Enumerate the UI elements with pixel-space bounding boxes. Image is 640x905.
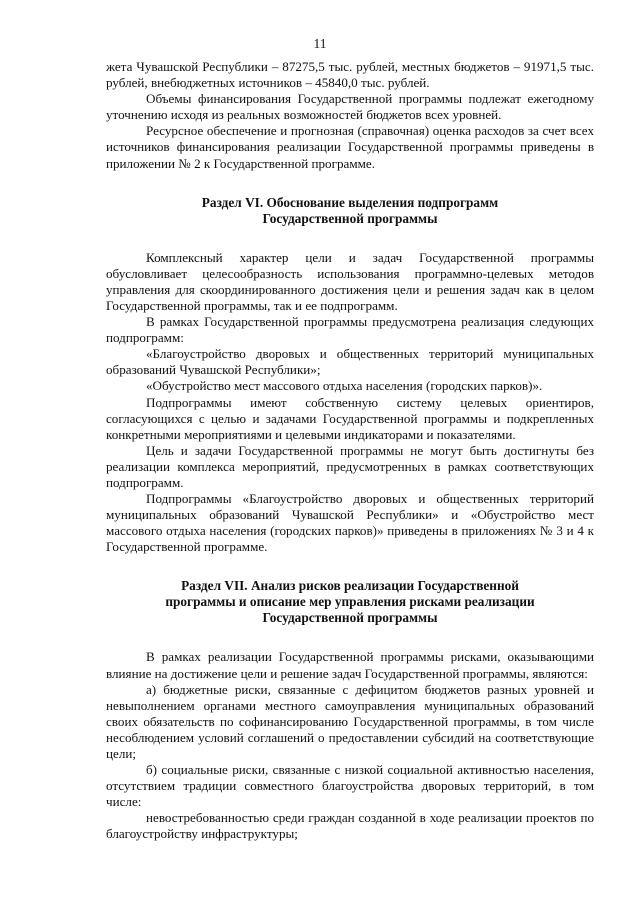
paragraph: Подпрограммы имеют собственную систему целевых ориентиров, согласующихся с целью и задачами Государственной программы и подкрепленных конкретными мероприятиями и целевыми индикаторами и показателями. — [106, 394, 594, 442]
heading-line: программы и описание мер управления рисками реализации — [165, 594, 535, 610]
page-content — [106, 59, 594, 843]
heading-line: Раздел VI. Обоснование выделения подпрограмм — [201, 194, 499, 210]
paragraph: б) социальные риски, связанные с низкой социальной активностью населения, отсутствием традиции совместного благоустройства дворовых территорий, в том числе: — [106, 762, 594, 810]
paragraph: а) бюджетные риски, связанные с дефицитом бюджетов разных уровней и невыполнением органами местного самоуправления муниципальных образований своих обязательств по софинансированию Государственной программы, в том числе несоблюдением условий соглашений о предоставлении субсидий на соответствующие цели; — [106, 681, 594, 761]
page-number: 11 — [313, 36, 327, 51]
paragraph: Подпрограммы «Благоустройство дворовых и общественных территорий муниципальных образований Чувашской Республики» и «Обустройство мест массового отдыха населения (городских парков)» приведены в приложениях № 3 и 4 к Государственной программе. — [106, 491, 594, 555]
heading-line: Государственной программы — [262, 610, 438, 626]
paragraph: В рамках Государственной программы предусмотрена реализация следующих подпрограмм: — [106, 314, 594, 346]
heading-line: Государственной программы — [262, 210, 438, 226]
paragraph: Комплексный характер цели и задач Государственной программы обусловливает целесообразность использования программно-целевых методов управления для скоординированного достижения цели и решения задач как в целом Государственной программы, так и ее подпрограмм. — [106, 249, 594, 313]
paragraph: невостребованностью среди граждан созданной в ходе реализации проектов по благоустройству инфраструктуры; — [106, 810, 594, 842]
paragraph: Цель и задачи Государственной программы не могут быть достигнуты без реализации комплекса мероприятий, предусмотренных в рамках соответствующих подпрограмм. — [106, 442, 594, 490]
paragraph: В рамках реализации Государственной программы рисками, оказывающими влияние на достижение цели и решение задач Государственной программы, являются: — [106, 649, 594, 681]
paragraph: Объемы финансирования Государственной программы подлежат ежегодному уточнению исходя из реальных возможностей бюджетов всех уровней. — [106, 91, 594, 123]
paragraph: «Обустройство мест массового отдыха населения (городских парков)». — [146, 378, 543, 394]
paragraph: «Благоустройство дворовых и общественных территорий муниципальных образований Чувашской Республики»; — [106, 346, 594, 378]
paragraph: жета Чувашской Республики – 87275,5 тыс. рублей, местных бюджетов – 91971,5 тыс. рублей, внебюджетных источников – 45840,0 тыс. рублей. — [106, 59, 594, 91]
section-heading-vii — [106, 578, 594, 626]
paragraph: Ресурсное обеспечение и прогнозная (справочная) оценка расходов за счет всех источников финансирования реализации Государственной программы приведены в приложении № 2 к Государственной программе. — [106, 123, 594, 171]
section-heading-vi — [106, 195, 594, 227]
heading-line: Раздел VII. Анализ рисков реализации Государственной — [181, 578, 519, 594]
